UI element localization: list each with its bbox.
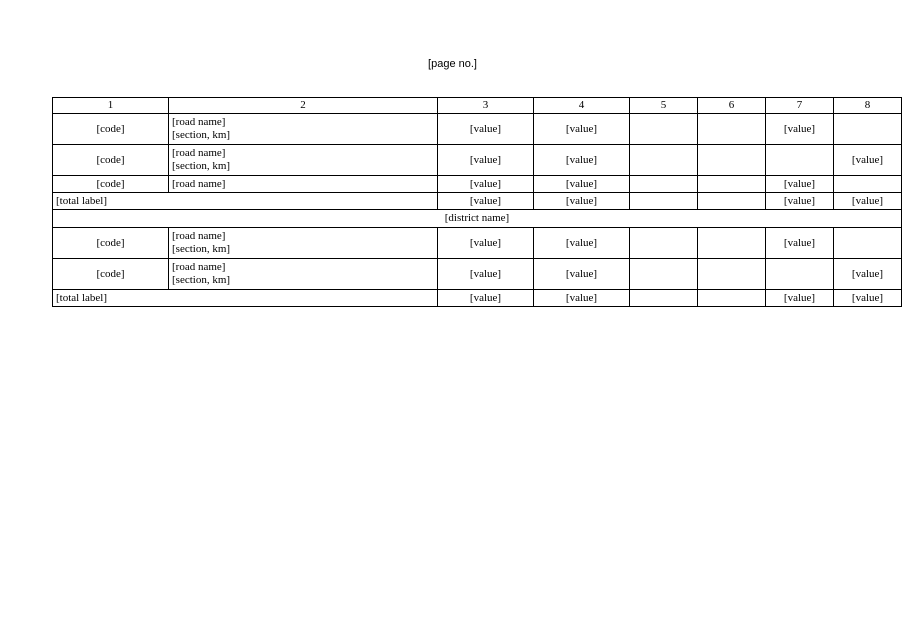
total-c7: [value] xyxy=(766,193,834,210)
road-name: [road name] [section, km] xyxy=(169,145,438,176)
road-c3: [value] xyxy=(438,176,534,193)
road-c4: [value] xyxy=(534,176,630,193)
total-c3: [value] xyxy=(438,290,534,307)
road-c5 xyxy=(630,259,698,290)
road-registry-table xyxy=(52,97,902,307)
column-number: 2 xyxy=(169,98,438,114)
road-row xyxy=(53,114,902,145)
total-row xyxy=(53,193,902,210)
road-name: [road name] [section, km] xyxy=(169,228,438,259)
road-c5 xyxy=(630,114,698,145)
road-c8: [value] xyxy=(834,259,902,290)
road-name: [road name] [section, km] xyxy=(169,259,438,290)
road-c4: [value] xyxy=(534,114,630,145)
road-c5 xyxy=(630,228,698,259)
road-code: [code] xyxy=(53,259,169,290)
road-code: [code] xyxy=(53,114,169,145)
column-number: 5 xyxy=(630,98,698,114)
road-c4: [value] xyxy=(534,259,630,290)
road-code: [code] xyxy=(53,145,169,176)
total-row xyxy=(53,290,902,307)
total-c8: [value] xyxy=(834,290,902,307)
column-number: 3 xyxy=(438,98,534,114)
road-c8 xyxy=(834,114,902,145)
total-c4: [value] xyxy=(534,193,630,210)
road-c3: [value] xyxy=(438,145,534,176)
road-c6 xyxy=(698,176,766,193)
road-code: [code] xyxy=(53,176,169,193)
column-number: 1 xyxy=(53,98,169,114)
road-c4: [value] xyxy=(534,145,630,176)
road-code: [code] xyxy=(53,228,169,259)
column-number: 7 xyxy=(766,98,834,114)
total-c6 xyxy=(698,290,766,307)
road-c7 xyxy=(766,259,834,290)
column-number: 8 xyxy=(834,98,902,114)
road-row xyxy=(53,145,902,176)
district-name: [district name] xyxy=(53,210,902,228)
total-c3: [value] xyxy=(438,193,534,210)
road-c5 xyxy=(630,176,698,193)
total-c7: [value] xyxy=(766,290,834,307)
road-c6 xyxy=(698,114,766,145)
road-c3: [value] xyxy=(438,259,534,290)
road-name: [road name] [section, km] xyxy=(169,114,438,145)
total-c6 xyxy=(698,193,766,210)
road-c6 xyxy=(698,259,766,290)
road-c8 xyxy=(834,228,902,259)
road-c4: [value] xyxy=(534,228,630,259)
road-c6 xyxy=(698,145,766,176)
total-label: [total label] xyxy=(53,290,438,307)
total-label: [total label] xyxy=(53,193,438,210)
road-row xyxy=(53,259,902,290)
road-c8 xyxy=(834,176,902,193)
road-c7 xyxy=(766,145,834,176)
column-number: 6 xyxy=(698,98,766,114)
total-c4: [value] xyxy=(534,290,630,307)
road-row xyxy=(53,228,902,259)
road-c5 xyxy=(630,145,698,176)
road-c8: [value] xyxy=(834,145,902,176)
road-row xyxy=(53,176,902,193)
road-c7: [value] xyxy=(766,114,834,145)
road-c7: [value] xyxy=(766,228,834,259)
road-name: [road name] xyxy=(169,176,438,193)
total-c5 xyxy=(630,193,698,210)
column-number-row xyxy=(53,98,902,114)
column-number: 4 xyxy=(534,98,630,114)
road-c6 xyxy=(698,228,766,259)
road-c3: [value] xyxy=(438,228,534,259)
road-c3: [value] xyxy=(438,114,534,145)
page-number: [page no.] xyxy=(428,58,477,70)
district-header-row xyxy=(53,210,902,228)
road-c7: [value] xyxy=(766,176,834,193)
total-c8: [value] xyxy=(834,193,902,210)
total-c5 xyxy=(630,290,698,307)
